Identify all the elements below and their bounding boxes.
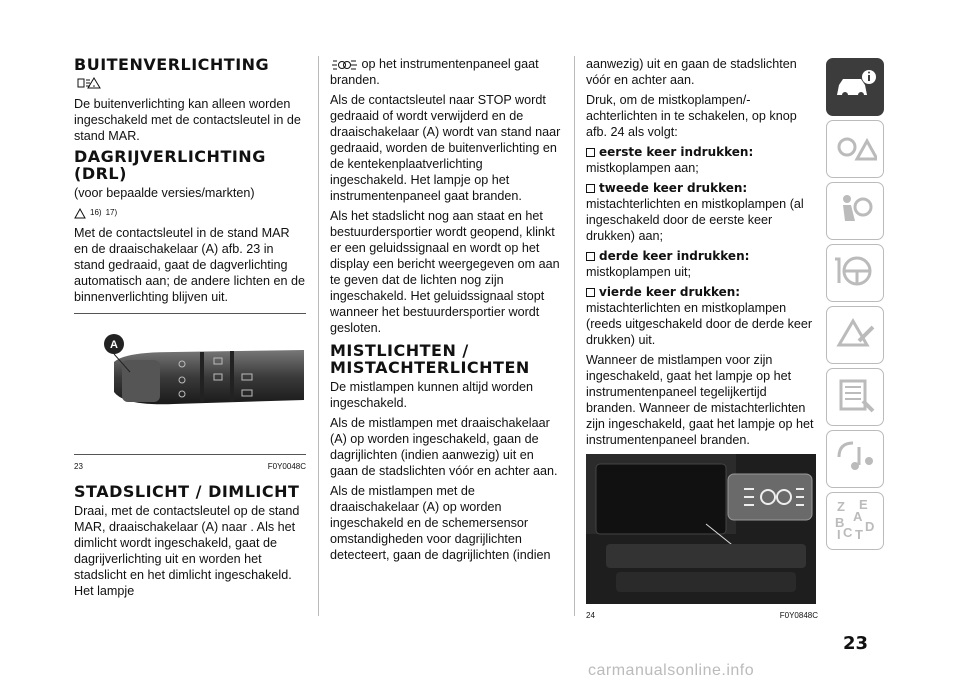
- step-item: [586, 180, 818, 244]
- car-info-icon: [833, 67, 877, 105]
- tab-index[interactable]: [826, 492, 884, 550]
- index-letter: A: [853, 509, 863, 524]
- index-icon: [833, 497, 877, 541]
- step-title: vierde keer drukken:: [599, 285, 741, 299]
- figure-code: F0Y0048C: [267, 462, 306, 471]
- figure-number: 24: [586, 611, 595, 620]
- steering-wheel-icon: [833, 253, 877, 291]
- paragraph: Draai, met de contactsleutel op de stand MAR, draaischakelaar (A) naar . Als het dimlicht wordt ingeschakeld, gaat de dagrijverlichting uit en worden het stadslicht en het dimlicht ingeschakeld. Het lampje: [74, 504, 300, 598]
- maintenance-icon: [833, 377, 877, 415]
- step-list: [586, 144, 818, 348]
- index-letter: Z: [837, 499, 845, 514]
- stalk-switch-illustration: [74, 322, 306, 452]
- column-2: [330, 56, 562, 567]
- step-text: mistkoplampen aan;: [586, 161, 699, 175]
- figure-code: F0Y0848C: [779, 611, 818, 620]
- step-item: [586, 284, 818, 348]
- paragraph: Druk, om de mistkoplampen/-achterlichten in te schakelen, op knop afb. 24 als volgt:: [586, 93, 797, 139]
- step-title: tweede keer drukken:: [599, 181, 748, 195]
- index-letter: T: [855, 527, 863, 541]
- breakdown-icon: [833, 315, 877, 353]
- step-text: mistkoplampen uit;: [586, 265, 691, 279]
- paragraph-text: op het instrumentenpaneel gaat branden.: [330, 57, 539, 87]
- paragraph: Als het stadslicht nog aan staat en het bestuurdersportier wordt geopend, klinkt er een geluidssignaal en wordt op het display een bericht weergegeven om aan te geven dat de lichten nog zijn ingeschakeld. Het geluidssignaal stopt wanneer het bestuurdersportier wordt gesloten.: [330, 209, 560, 335]
- paragraph: Als de contactsleutel naar STOP wordt gedraaid of wordt verwijderd en de draaischakelaar (A) wordt van stand naar gedraaid, worden de buitenverlichting en de kentekenplaatverlichting ingeschakeld. Het lampje op het instrumentenpaneel gaat branden.: [330, 93, 561, 203]
- checkbox-icon: [586, 252, 595, 261]
- figure-caption: [586, 608, 818, 624]
- paragraph: (voor bepaalde versies/markten): [74, 186, 255, 200]
- index-letter: D: [865, 519, 875, 534]
- lights-warning-icon: [74, 76, 306, 94]
- figure-number: 23: [74, 462, 83, 471]
- figure-23: [74, 322, 306, 452]
- section-title-exterior-lighting: BUITENVERLICHTING: [74, 55, 270, 74]
- paragraph: Wanneer de mistlampen voor zijn ingeschakeld, gaat het lampje op het instrumentenpaneel tegelijkertijd branden. Wanneer de mistachterlichten zijn ingeschakeld, gaat het lampje op het instrumentenpaneel branden.: [586, 353, 814, 447]
- section-title-dipped-lights: STADSLICHT / DIMLICHT: [74, 482, 300, 501]
- tab-multimedia[interactable]: [826, 430, 884, 488]
- index-letter: B: [835, 515, 845, 530]
- step-text: mistachterlichten en mistkoplampen (al ingeschakeld door de eerste keer drukken) aan;: [586, 197, 804, 243]
- paragraph: Als de mistlampen met draaischakelaar (A) op worden ingeschakeld, gaan de dagrijlichten (indien aanwezig) uit en gaan de stadslichten vóór en achter aan.: [330, 416, 558, 478]
- tab-warning-lights[interactable]: [826, 120, 884, 178]
- divider: [74, 454, 306, 455]
- paragraph: Met de contactsleutel in de stand MAR en de draaischakelaar (A) afb. 23 in stand gedraaid, gaat de dagverlichting automatisch aan; de andere lichten en de binnenverlichting blijven uit.: [74, 226, 306, 304]
- watermark: carmanualsonline.info: [588, 662, 755, 679]
- divider: [74, 313, 306, 314]
- section-tabs: [826, 58, 884, 554]
- multimedia-icon: [833, 439, 877, 477]
- warning-triangle-icon: [74, 208, 86, 219]
- checkbox-icon: [586, 148, 595, 157]
- figure-caption: [74, 459, 306, 475]
- ref-17: 17): [105, 208, 118, 217]
- step-title: derde keer indrukken:: [599, 249, 750, 263]
- index-letter: I: [837, 527, 841, 541]
- warning-lights-icon: [833, 129, 877, 167]
- step-item: [586, 248, 818, 280]
- section-title-drl: DAGRIJVERLICHTING (DRL): [74, 147, 266, 183]
- index-letter: E: [859, 497, 868, 512]
- warning-refs: [74, 205, 306, 221]
- figure-24: [586, 454, 816, 604]
- tab-airbag[interactable]: [826, 182, 884, 240]
- tab-car-info[interactable]: [826, 58, 884, 116]
- index-letter: C: [843, 525, 853, 540]
- column-3: [586, 56, 818, 624]
- checkbox-icon: [586, 288, 595, 297]
- paragraph: De mistlampen kunnen altijd worden ingeschakeld.: [330, 380, 534, 410]
- column-separator: [318, 56, 319, 616]
- step-title: eerste keer indrukken:: [599, 145, 754, 159]
- airbag-icon: [833, 191, 877, 229]
- tab-steering[interactable]: [826, 244, 884, 302]
- column-1: [74, 56, 306, 603]
- paragraph: aanwezig) uit en gaan de stadslichten vóór en achter aan.: [586, 57, 797, 87]
- step-text: mistachterlichten en mistkoplampen (reeds uitgeschakeld door de derde keer drukken) uit.: [586, 301, 813, 347]
- ref-16: 16): [90, 208, 102, 217]
- page-number: 23: [843, 633, 869, 654]
- tab-maintenance[interactable]: [826, 368, 884, 426]
- side-lights-icon: [330, 59, 358, 71]
- step-item: [586, 144, 818, 176]
- figure-label-a: A: [110, 339, 118, 351]
- section-title-fog-lights: MISTLICHTEN / MISTACHTERLICHTEN: [330, 341, 530, 377]
- column-separator: [574, 56, 575, 616]
- paragraph: De buitenverlichting kan alleen worden ingeschakeld met de contactsleutel in de stand MAR.: [74, 97, 301, 143]
- tab-breakdown[interactable]: [826, 306, 884, 364]
- paragraph: Als de mistlampen met de draaischakelaar (A) op worden ingeschakeld en de schemersensor omstandigheden voor dagrijlichten detecteert, gaan de dagrijlichten (indien: [330, 484, 551, 562]
- checkbox-icon: [586, 184, 595, 193]
- paragraph: [330, 56, 562, 88]
- dashboard-button-illustration: [586, 454, 816, 604]
